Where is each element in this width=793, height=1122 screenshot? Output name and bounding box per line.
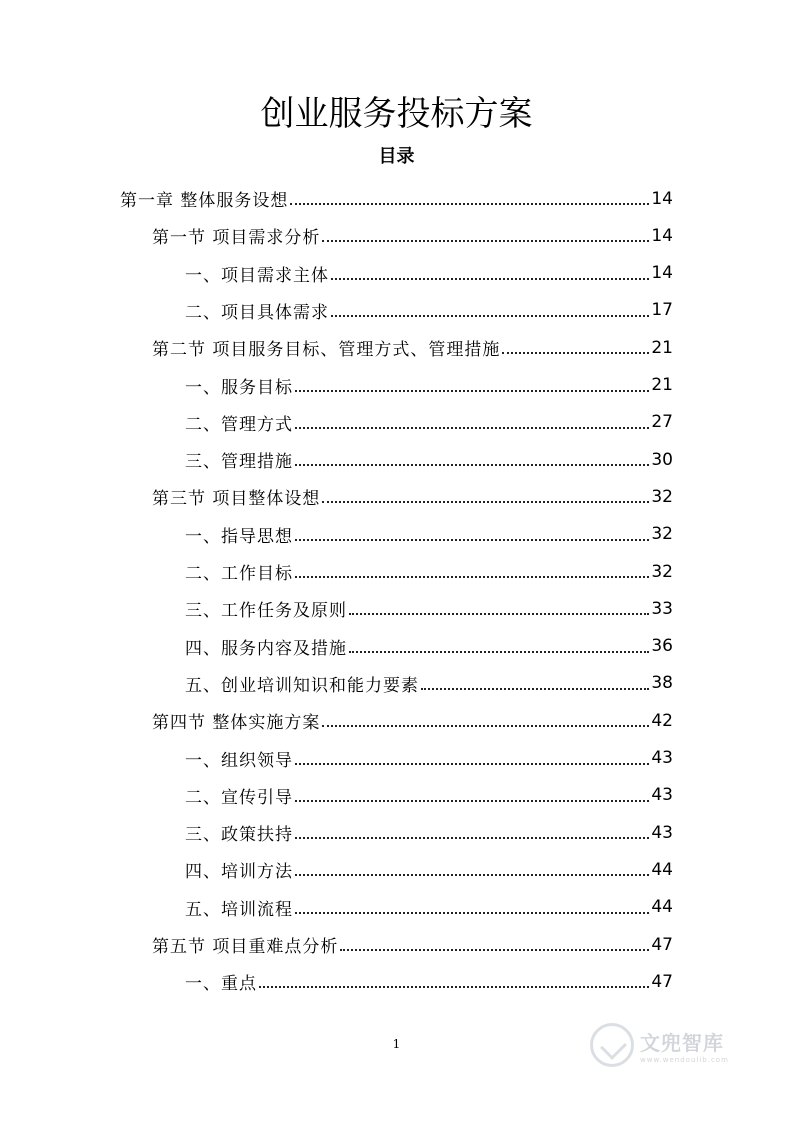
watermark: [590, 1017, 790, 1073]
toc-entry-page: 38: [651, 673, 673, 694]
toc-entry-page: 32: [651, 561, 673, 582]
toc-entry[interactable]: [185, 963, 673, 1000]
toc-entry-page: 21: [651, 337, 673, 358]
toc-entry-page: 33: [651, 598, 673, 619]
toc-dot-leader: [295, 836, 649, 839]
toc-entry[interactable]: [185, 516, 673, 553]
toc-entry-label: 四、服务内容及措施: [185, 638, 347, 659]
toc-dot-leader: [349, 650, 649, 653]
toc-entry-page: 27: [651, 412, 673, 433]
toc-dot-leader: [322, 500, 649, 503]
toc-dot-leader: [295, 538, 649, 541]
watermark-url: www.wendoulib.com: [640, 1055, 729, 1064]
toc-entry[interactable]: [185, 777, 673, 814]
toc-entry-page: 21: [651, 375, 673, 395]
toc-dot-leader: [331, 277, 649, 280]
toc-dot-leader: [349, 612, 649, 615]
toc-entry-label: 一、重点: [185, 974, 257, 995]
toc-dot-leader: [295, 463, 649, 466]
toc-entry[interactable]: [185, 889, 673, 926]
toc-entry-page: 43: [651, 785, 673, 806]
document-title: 创业服务投标方案: [260, 94, 533, 134]
toc-dot-leader: [502, 351, 649, 354]
toc-dot-leader: [331, 314, 649, 317]
toc-dot-leader: [295, 799, 649, 802]
toc-entry[interactable]: [120, 180, 673, 217]
toc-entry-label: 二、工作目标: [185, 564, 293, 584]
toc-dot-leader: [295, 762, 649, 765]
toc-entry-page: 42: [651, 710, 673, 731]
toc-entry[interactable]: [152, 217, 673, 254]
toc-dot-leader: [322, 239, 649, 242]
toc-entry[interactable]: [152, 478, 673, 515]
toc-entry-label: 二、宣传引导: [185, 787, 293, 808]
toc-entry-label: 第二节 项目服务目标、管理方式、管理措施: [152, 340, 501, 361]
toc-entry-page: 44: [651, 897, 673, 918]
toc-entry-label: 二、项目具体需求: [185, 302, 329, 323]
toc-entry[interactable]: [185, 814, 673, 851]
toc-entry[interactable]: [185, 851, 673, 888]
toc-entry[interactable]: [185, 740, 673, 777]
toc-dot-leader: [295, 575, 649, 578]
toc-entry-page: 30: [651, 449, 673, 470]
toc-dot-leader: [322, 724, 649, 727]
toc-dot-leader: [290, 202, 649, 205]
toc-entry[interactable]: [152, 329, 673, 366]
toc-entry-label: 四、培训方法: [185, 862, 293, 883]
toc-entry[interactable]: [185, 367, 673, 404]
toc-entry-page: 36: [651, 636, 673, 657]
toc-entry-label: 第四节 整体实施方案: [152, 713, 321, 734]
toc-entry-label: 三、管理措施: [185, 452, 293, 473]
page-number: 1: [392, 1037, 401, 1051]
toc-entry-label: 第五节 项目重难点分析: [152, 937, 339, 957]
toc-entry-page: 14: [651, 225, 673, 246]
toc-entry[interactable]: [185, 404, 673, 441]
toc-entry[interactable]: [185, 553, 673, 590]
toc-entry-label: 第三节 项目整体设想: [152, 489, 321, 510]
toc-entry-page: 44: [651, 859, 673, 880]
toc-entry-page: 17: [651, 300, 673, 321]
toc-entry[interactable]: [152, 702, 673, 739]
toc-dot-leader: [421, 687, 649, 690]
watermark-logo-icon: [590, 1023, 634, 1067]
toc-entry-label: 第一节 项目需求分析: [152, 228, 321, 249]
toc-entry[interactable]: [185, 590, 673, 627]
toc-entry-page: 14: [651, 263, 673, 284]
toc-dot-leader: [295, 389, 649, 392]
toc-entry-page: 47: [651, 934, 673, 955]
toc-entry-label: 一、组织领导: [185, 750, 293, 771]
toc-entry[interactable]: [185, 441, 673, 478]
toc-entry-label: 一、项目需求主体: [185, 265, 329, 286]
toc-entry-label: 五、创业培训知识和能力要素: [185, 675, 419, 696]
toc-entry[interactable]: [185, 665, 673, 702]
toc-entry[interactable]: [185, 292, 673, 329]
toc-entry-page: 43: [651, 748, 673, 768]
toc-entry-label: 二、管理方式: [185, 414, 293, 435]
toc-entry-label: 五、培训流程: [185, 899, 293, 920]
toc-entry-label: 三、工作任务及原则: [185, 601, 347, 622]
toc-heading: 目录: [378, 146, 415, 167]
toc-dot-leader: [259, 985, 649, 988]
toc-entry[interactable]: [185, 628, 673, 665]
toc-entry-page: 14: [651, 188, 673, 209]
toc-dot-leader: [295, 873, 649, 876]
toc-entry-page: 47: [651, 971, 673, 992]
toc-entry[interactable]: [152, 926, 673, 963]
toc-entry-page: 43: [651, 822, 673, 843]
toc-entry-page: 32: [651, 486, 673, 507]
toc-entry-label: 第一章 整体服务设想: [120, 191, 289, 211]
toc-entry-label: 三、政策扶持: [185, 825, 293, 846]
toc-entry-label: 一、指导思想: [185, 526, 293, 547]
toc-dot-leader: [295, 911, 649, 914]
toc-dot-leader: [340, 948, 649, 951]
toc-dot-leader: [295, 426, 649, 429]
toc-entry[interactable]: [185, 255, 673, 292]
toc-entry-label: 一、服务目标: [185, 377, 293, 398]
watermark-name: 文兜智库: [640, 1030, 724, 1055]
toc-entry-page: 32: [651, 524, 673, 545]
